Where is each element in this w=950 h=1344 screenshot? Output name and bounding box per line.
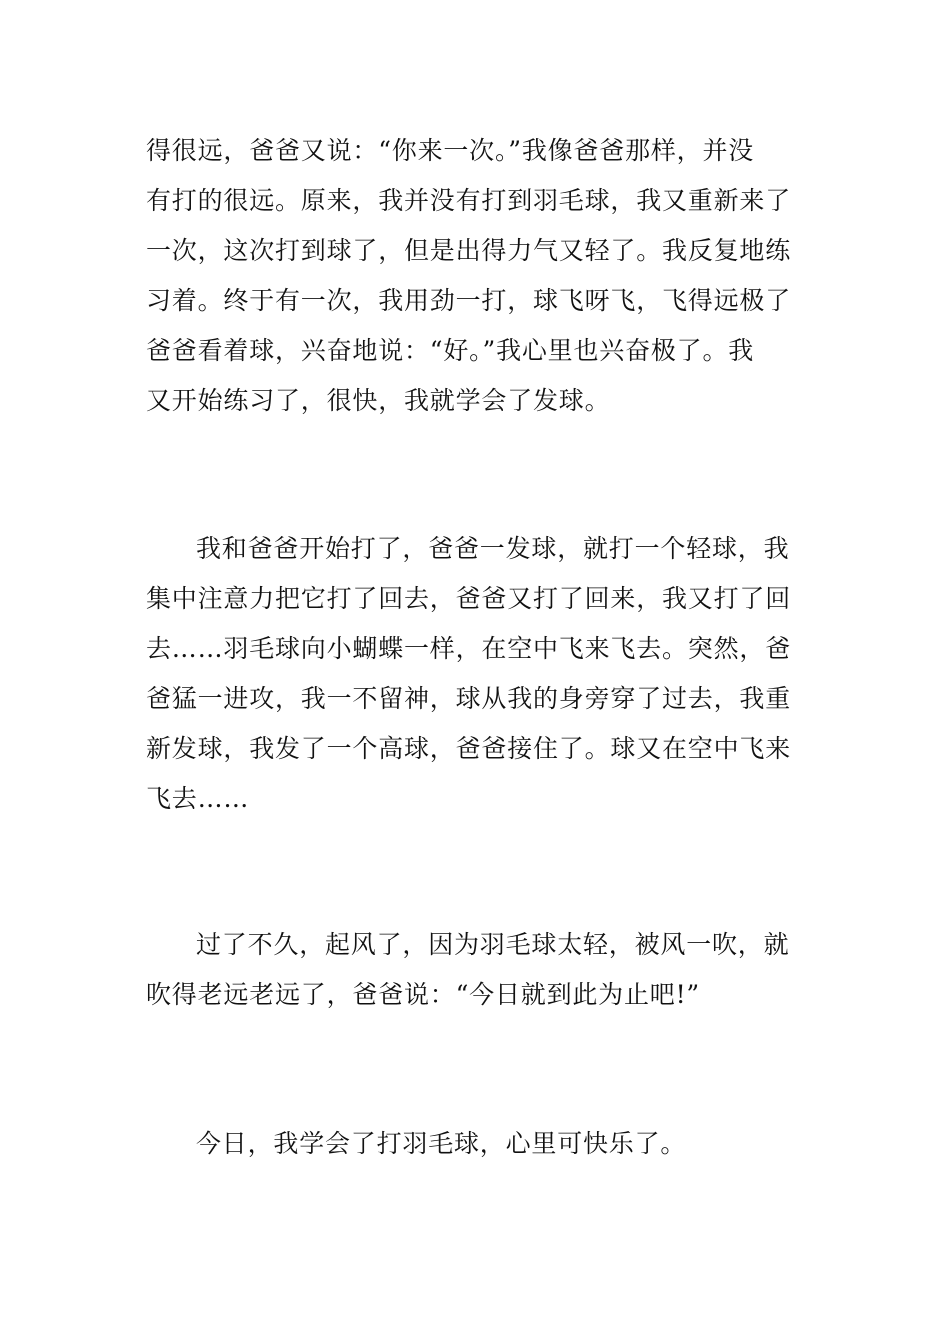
paragraph-2-line-1: 我和爸爸开始打了，爸爸一发球，就打一个轻球，我 [196, 534, 790, 563]
paragraph-1-line-4: 习着。终于有一次，我用劲一打，球飞呀飞，飞得远极了 [146, 286, 792, 315]
paragraph-2-line-5: 新发球，我发了一个高球，爸爸接住了。球又在空中飞来 [146, 734, 792, 763]
paragraph-1-line-2: 有打的很远。原来，我并没有打到羽毛球，我又重新来了 [146, 186, 792, 215]
paragraph-3 [146, 920, 806, 1020]
paragraph-1 [146, 126, 806, 426]
paragraph-1-line-1: 得很远，爸爸又说：“你来一次。”我像爸爸那样，并没 [146, 136, 755, 165]
paragraph-4 [146, 1119, 806, 1169]
paragraph-4-line-1: 今日，我学会了打羽毛球，心里可快乐了。 [196, 1129, 687, 1158]
paragraph-2-line-2: 集中注意力把它打了回去，爸爸又打了回来，我又打了回 [146, 584, 792, 613]
paragraph-2-line-4: 爸猛一进攻，我一不留神，球从我的身旁穿了过去，我重 [146, 684, 792, 713]
paragraph-3-line-1: 过了不久，起风了，因为羽毛球太轻，被风一吹，就 [196, 930, 790, 959]
paragraph-3-line-2: 吹得老远老远了，爸爸说：“今日就到此为止吧!” [146, 980, 701, 1009]
paragraph-2-line-6: 飞去…… [146, 784, 250, 813]
paragraph-2-line-3: 去……羽毛球向小蝴蝶一样，在空中飞来飞去。突然，爸 [146, 634, 792, 663]
paragraph-1-line-6: 又开始练习了，很快，我就学会了发球。 [146, 386, 611, 415]
paragraph-2 [146, 524, 806, 824]
paragraph-1-line-3: 一次，这次打到球了，但是出得力气又轻了。我反复地练 [146, 236, 792, 265]
paragraph-1-line-5: 爸爸看着球，兴奋地说：“好。”我心里也兴奋极了。我 [146, 336, 755, 365]
